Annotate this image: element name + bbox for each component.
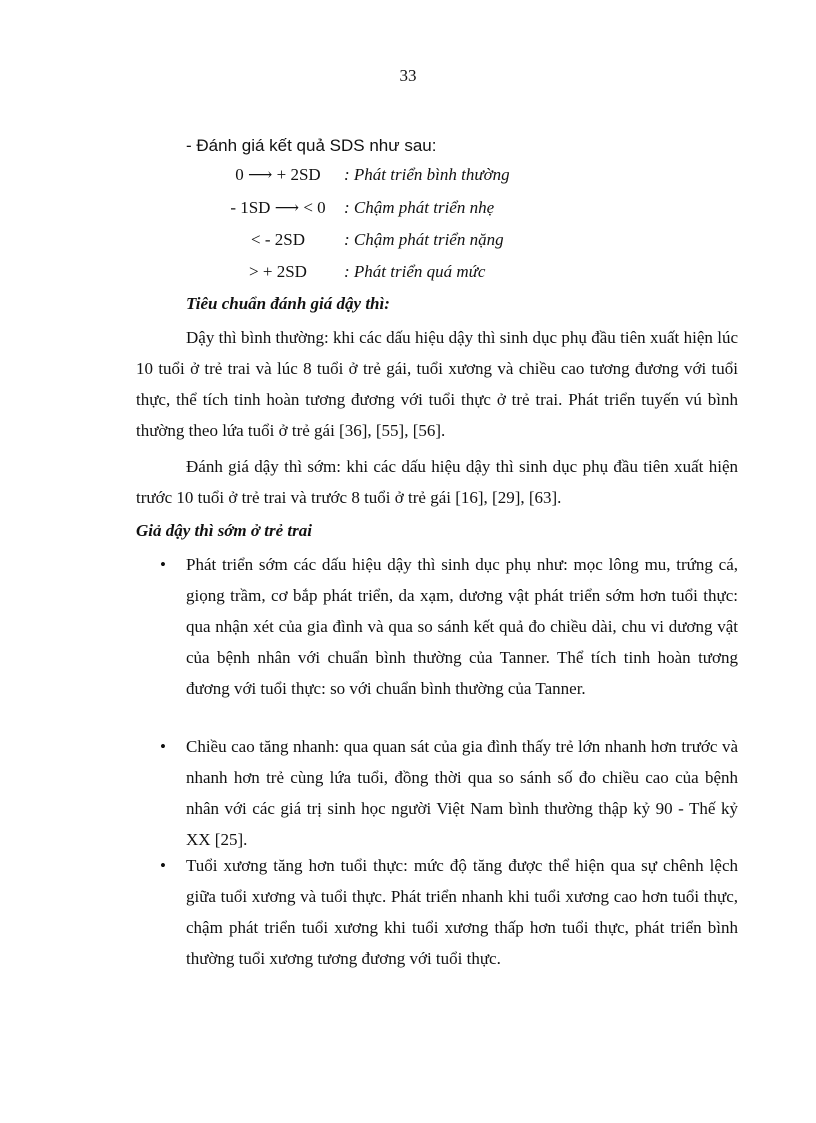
list-item-text: Phát triển sớm các dấu hiệu dậy thì sinh dục phụ như: mọc lông mu, trứng cá, giọng trầm, cơ bắp phát triển, da xạm, dương vật phát triển sớm hơn tuổi thực: qua nhận xét của gia đình và qua so sánh kết quả đo chiều dài, chu vi dương vật của bệnh nhân với chuẩn bình thường của Tanner. Thể tích tinh hoàn tương đương với tuổi thực: so với chuẩn bình thường của Tanner. [186, 555, 738, 698]
sds-condition: < - 2SD [251, 230, 305, 249]
bullet-icon: • [160, 555, 166, 574]
sds-row [0, 198, 816, 222]
sds-result: : Chậm phát triển nặng [344, 230, 504, 249]
list-item-text: Chiều cao tăng nhanh: qua quan sát của gia đình thấy trẻ lớn nhanh hơn trước và nhanh hơn trẻ cùng lứa tuổi, đồng thời qua so sánh số đo chiều cao của bệnh nhân với các giá trị sinh học người Việt Nam bình thường thập kỷ 90 - Thế kỷ XX [25]. [186, 737, 738, 849]
sds-result: : Phát triển bình thường [344, 165, 510, 184]
bullet-icon: • [160, 737, 166, 756]
sds-intro: - Đánh giá kết quả SDS như sau: [186, 136, 437, 155]
sds-condition: 0 ⟶ + 2SD [235, 165, 321, 184]
sds-condition: - 1SD ⟶ < 0 [230, 198, 326, 217]
list-item [160, 731, 738, 855]
sds-result: : Chậm phát triển nhẹ [344, 198, 495, 217]
sds-row [0, 262, 816, 286]
page-number: 33 [399, 66, 417, 85]
paragraph-normal-puberty: Dậy thì bình thường: khi các dấu hiệu dậy thì sinh dục phụ đầu tiên xuất hiện lúc 10 tuổi ở trẻ trai và lúc 8 tuổi ở trẻ gái, tuổi xương và chiều cao tương đương với tuổi thực, thể tích tinh hoàn tương đương với tuổi thực ở trẻ trai. Phát triển tuyến vú bình thường theo lứa tuổi ở trẻ gái [36], [55], [56]. [136, 328, 738, 440]
list-item [160, 549, 738, 704]
list-item-text: Tuổi xương tăng hơn tuổi thực: mức độ tăng được thể hiện qua sự chênh lệch giữa tuổi xương và tuổi thực. Phát triển nhanh khi tuổi xương cao hơn tuổi thực, chậm phát triển tuổi xương khi tuổi xương thấp hơn tuổi thực, phát triển bình thường tuổi xương tương đương với tuổi thực. [186, 856, 738, 968]
sds-result: : Phát triển quá mức [344, 262, 486, 281]
bullet-icon: • [160, 856, 166, 875]
paragraph-precocious-puberty: Đánh giá dậy thì sớm: khi các dấu hiệu dậy thì sinh dục phụ đầu tiên xuất hiện trước 10 tuổi ở trẻ trai và trước 8 tuổi ở trẻ gái [16], [29], [63]. [136, 457, 738, 507]
sds-row [0, 230, 816, 254]
section-heading-pseudo-precocious: Giả dậy thì sớm ở trẻ trai [136, 521, 312, 540]
sds-row [0, 165, 816, 189]
sds-condition: > + 2SD [249, 262, 307, 281]
section-heading-puberty-criteria: Tiêu chuẩn đánh giá dậy thì: [186, 294, 390, 313]
list-item [160, 850, 738, 974]
